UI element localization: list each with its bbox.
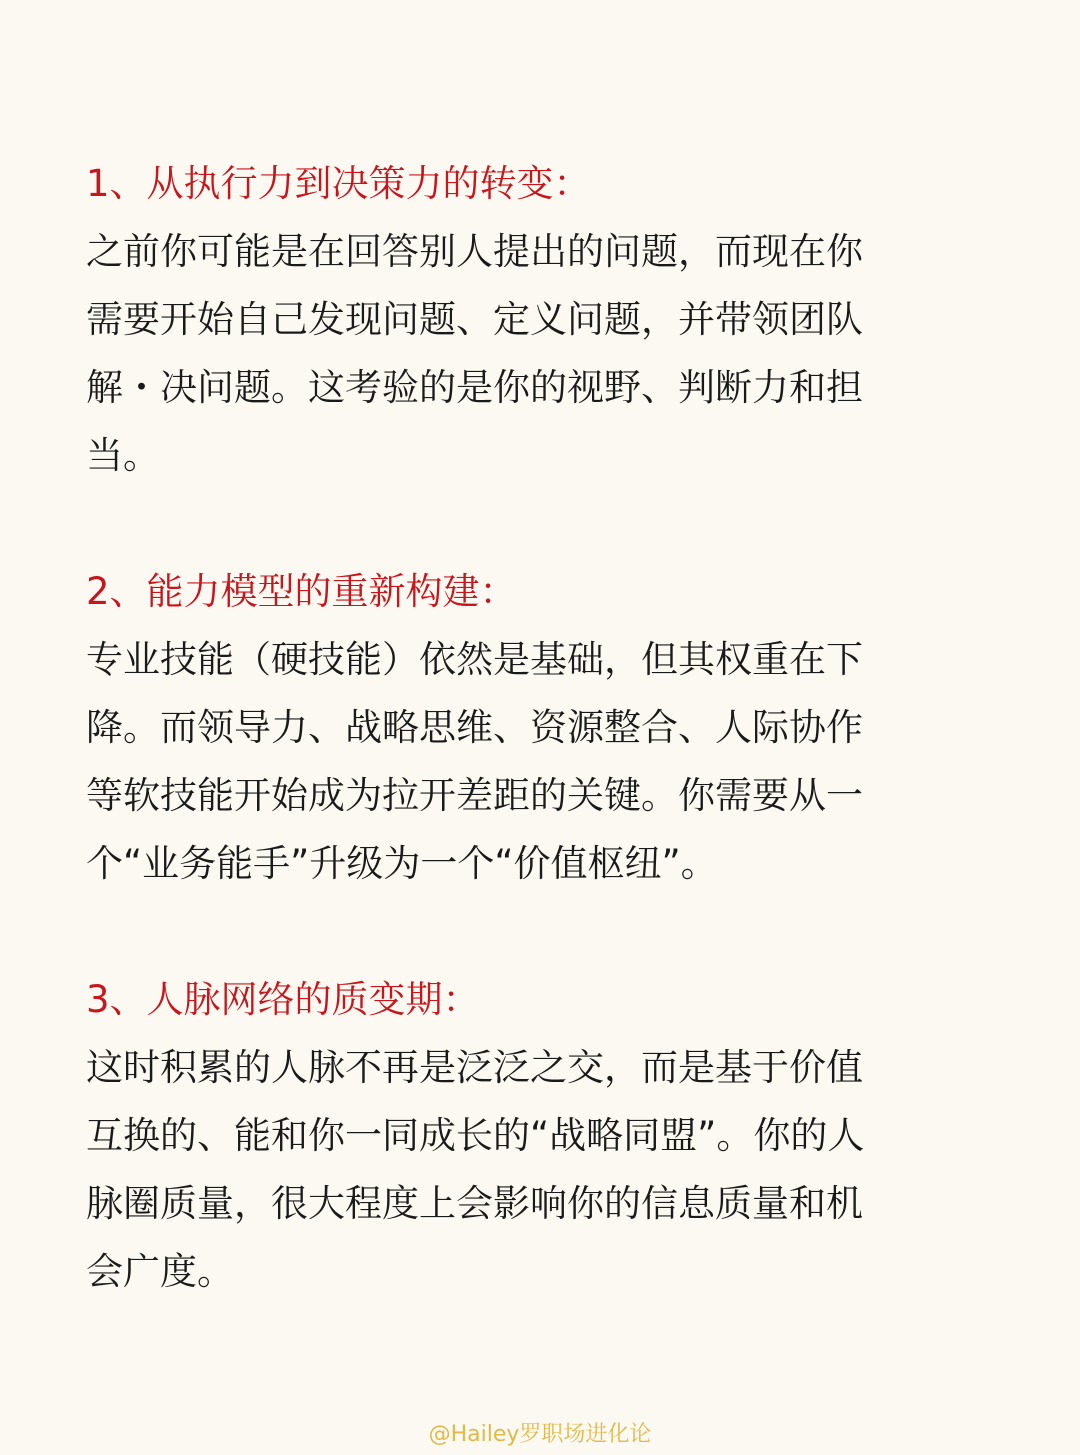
- section-2-line-2: 降。而领导力、战略思维、资源整合、人际协作: [86, 706, 863, 749]
- section-1: [86, 150, 1006, 490]
- section-2-line-1: 专业技能（硬技能）依然是基础，但其权重在下: [86, 638, 863, 681]
- section-3-line-4: 会广度。: [86, 1250, 234, 1293]
- section-3-heading: 3、人脉网络的质变期：: [86, 978, 480, 1021]
- section-3: [86, 966, 1006, 1306]
- section-1-line-4: 当。: [86, 434, 160, 477]
- section-1-line-2: 需要开始自己发现问题、定义问题，并带领团队: [86, 298, 863, 341]
- section-2-line-4: 个“业务能手”升级为一个“价值枢纽”。: [86, 842, 718, 885]
- author-watermark: @Hailey罗职场进化论: [428, 1422, 652, 1447]
- section-1-heading: 1、从执行力到决策力的转变：: [86, 162, 591, 205]
- section-1-line-3: 解・决问题。这考验的是你的视野、判断力和担: [86, 366, 863, 409]
- section-2-heading: 2、能力模型的重新构建：: [86, 570, 517, 613]
- section-3-line-1: 这时积累的人脉不再是泛泛之交，而是基于价值: [86, 1046, 863, 1089]
- section-3-line-3: 脉圈质量，很大程度上会影响你的信息质量和机: [86, 1182, 863, 1225]
- section-1-line-1: 之前你可能是在回答别人提出的问题，而现在你: [86, 230, 863, 273]
- section-2: [86, 558, 1006, 898]
- section-2-line-3: 等软技能开始成为拉开差距的关键。你需要从一: [86, 774, 863, 817]
- section-3-line-2: 互换的、能和你一同成长的“战略同盟”。你的人: [86, 1114, 865, 1157]
